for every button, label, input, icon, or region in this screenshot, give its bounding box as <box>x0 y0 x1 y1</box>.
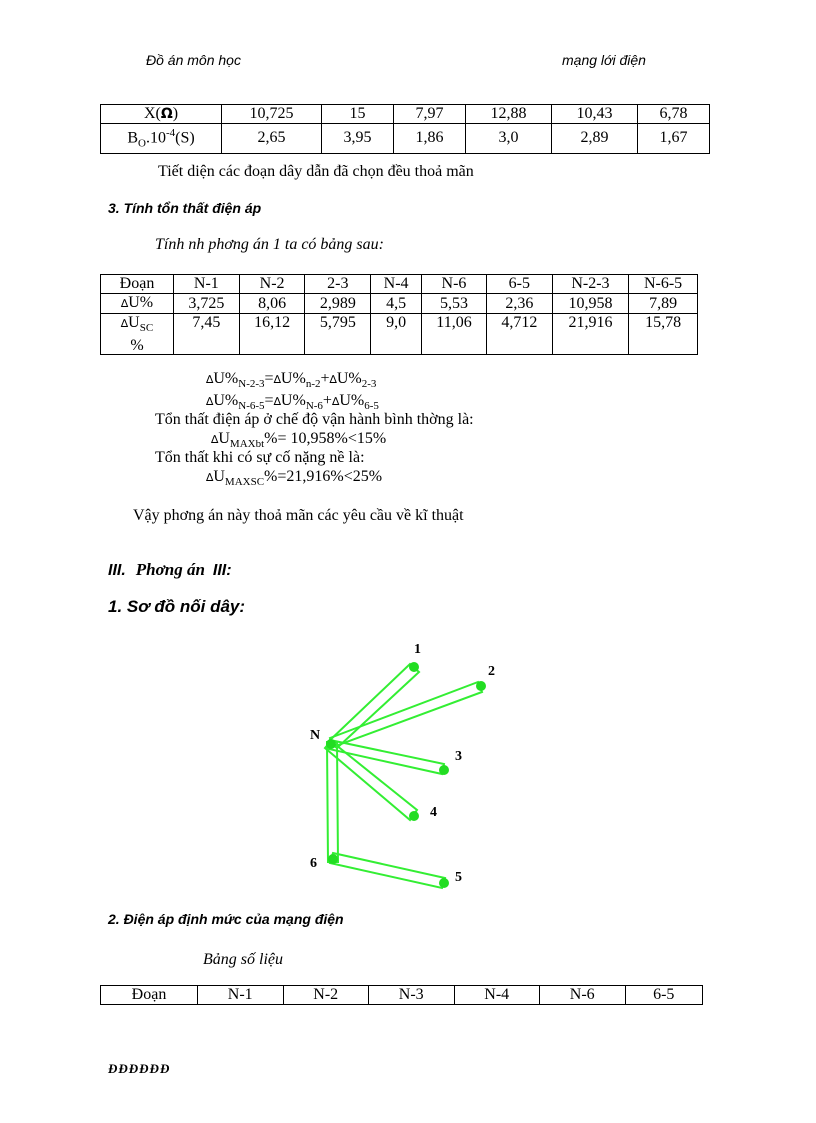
col-header: 6-5 <box>486 275 552 294</box>
table-header-row <box>101 986 703 1005</box>
cell: 21,916 <box>552 314 628 355</box>
col-header: N-1 <box>174 275 240 294</box>
node-5 <box>439 878 449 888</box>
heading-wiring-diagram: 1. Sơ đồ nối dây: <box>108 597 246 616</box>
cell: 5,53 <box>422 294 487 314</box>
cell: 16,12 <box>239 314 305 355</box>
row-label-b: $B_O.10^{-4}(S)$ <box>101 124 222 154</box>
cell: 2,89 <box>551 124 637 154</box>
col-header: N-2-3 <box>552 275 628 294</box>
row-label-x: X(Ω) <box>101 105 222 124</box>
cell: 11,06 <box>422 314 487 355</box>
table-voltage-loss <box>100 274 698 355</box>
col-header: N-6-5 <box>629 275 698 294</box>
formula-n23: $\Delta U\%_{N-2-3}=\Delta U\%_{n-2}+\Delta U\%_{2-3}$ <box>206 370 377 391</box>
col-header: N-6 <box>540 986 626 1005</box>
diagram-nodes <box>326 662 486 888</box>
cell: 3,0 <box>465 124 551 154</box>
node-1 <box>409 662 419 672</box>
cell: 10,43 <box>551 105 637 124</box>
label-2: 2 <box>488 664 495 679</box>
col-header: N-2 <box>239 275 305 294</box>
diagram-lines <box>325 664 482 888</box>
label-4: 4 <box>430 805 437 820</box>
node-2 <box>476 681 486 691</box>
table-row <box>101 105 710 124</box>
col-header: N-4 <box>371 275 422 294</box>
col-header: N-3 <box>369 986 455 1005</box>
col-header: N-1 <box>198 986 284 1005</box>
cell: 5,795 <box>305 314 371 355</box>
table-data <box>100 985 703 1005</box>
cell: 7,45 <box>174 314 240 355</box>
cell: 2,65 <box>222 124 322 154</box>
cell: 15 <box>322 105 394 124</box>
table-header-row <box>101 275 698 294</box>
col-header: Đoạn <box>101 275 174 294</box>
label-3: 3 <box>455 749 462 764</box>
col-header: 6-5 <box>625 986 703 1005</box>
cell: 6,78 <box>637 105 709 124</box>
heading-voltage-loss: 3. Tính tổn thất điện áp <box>108 200 262 216</box>
table-row <box>101 294 698 314</box>
formula-max-normal: $\Delta U_{MAXbt}\%= 10,958\%<15\%$ <box>211 430 387 451</box>
formula-n65: $\Delta U\%_{N-6-5}=\Delta U\%_{N-6}+\Delta U\%_{6-5}$ <box>206 392 379 413</box>
line-n-1 <box>328 664 419 748</box>
cell: 2,989 <box>305 294 371 314</box>
table-row <box>101 314 698 355</box>
footer-text: ĐĐĐĐĐĐ <box>108 1061 171 1076</box>
cell: 1,86 <box>394 124 466 154</box>
cell: 10,725 <box>222 105 322 124</box>
cell: 4,5 <box>371 294 422 314</box>
label-1: 1 <box>414 642 421 657</box>
table-impedance <box>100 104 710 154</box>
col-header: Đoạn <box>101 986 198 1005</box>
line-n-6 <box>327 742 338 862</box>
cell: 7,97 <box>394 105 466 124</box>
cell: 15,78 <box>629 314 698 355</box>
col-header: 2-3 <box>305 275 371 294</box>
cell: 12,88 <box>465 105 551 124</box>
header-right: mạng lới điện <box>562 52 646 68</box>
col-header: N-4 <box>454 986 540 1005</box>
node-3 <box>439 765 449 775</box>
cell: 10,958 <box>552 294 628 314</box>
heading-rated-voltage: 2. Điện áp định mức của mạng điện <box>108 911 344 927</box>
line-n-3 <box>329 740 444 774</box>
node-6 <box>328 854 338 864</box>
label-5: 5 <box>455 870 462 885</box>
line-n-4 <box>325 741 417 820</box>
node-4 <box>409 811 419 821</box>
paragraph-conclusion: Vậy phơng án này thoả mãn các yêu cầu về kĩ thuật <box>133 507 464 524</box>
table-row <box>101 124 710 154</box>
col-header: N-2 <box>283 986 369 1005</box>
line-6-5 <box>330 853 445 888</box>
formula-max-fault: $\Delta U_{MAXSC}\%=21,916\%<25\%$ <box>206 468 383 489</box>
node-n <box>326 739 336 749</box>
header-left: Đồ án môn học <box>146 52 241 68</box>
paragraph-normal: Tổn thất điện áp ở chế độ vận hành bình thờng là: <box>155 411 474 428</box>
paragraph-compute: Tính nh phơng án 1 ta có bảng sau: <box>155 236 384 253</box>
cell: 8,06 <box>239 294 305 314</box>
cell: 2,36 <box>486 294 552 314</box>
row-label-du: ∆U% <box>101 294 174 314</box>
wiring-diagram <box>300 630 520 900</box>
row-label-dusc: $\Delta U_{SC}$ % <box>101 314 174 355</box>
line-n-2 <box>330 682 482 747</box>
cell: 3,725 <box>174 294 240 314</box>
cell: 3,95 <box>322 124 394 154</box>
cell: 4,712 <box>486 314 552 355</box>
paragraph-fault: Tổn thất khi có sự cố nặng nề là: <box>155 449 365 466</box>
cell: 7,89 <box>629 294 698 314</box>
label-n: N <box>310 728 321 743</box>
heading-section-iii: III. Phơng án III: <box>108 560 232 579</box>
paragraph-data-table: Bảng số liệu <box>203 951 283 968</box>
paragraph-satisfy: Tiết diện các đoạn dây dẫn đã chọn đều thoả mãn <box>158 163 474 180</box>
col-header: N-6 <box>422 275 487 294</box>
label-6: 6 <box>310 856 317 871</box>
cell: 9,0 <box>371 314 422 355</box>
cell: 1,67 <box>637 124 709 154</box>
